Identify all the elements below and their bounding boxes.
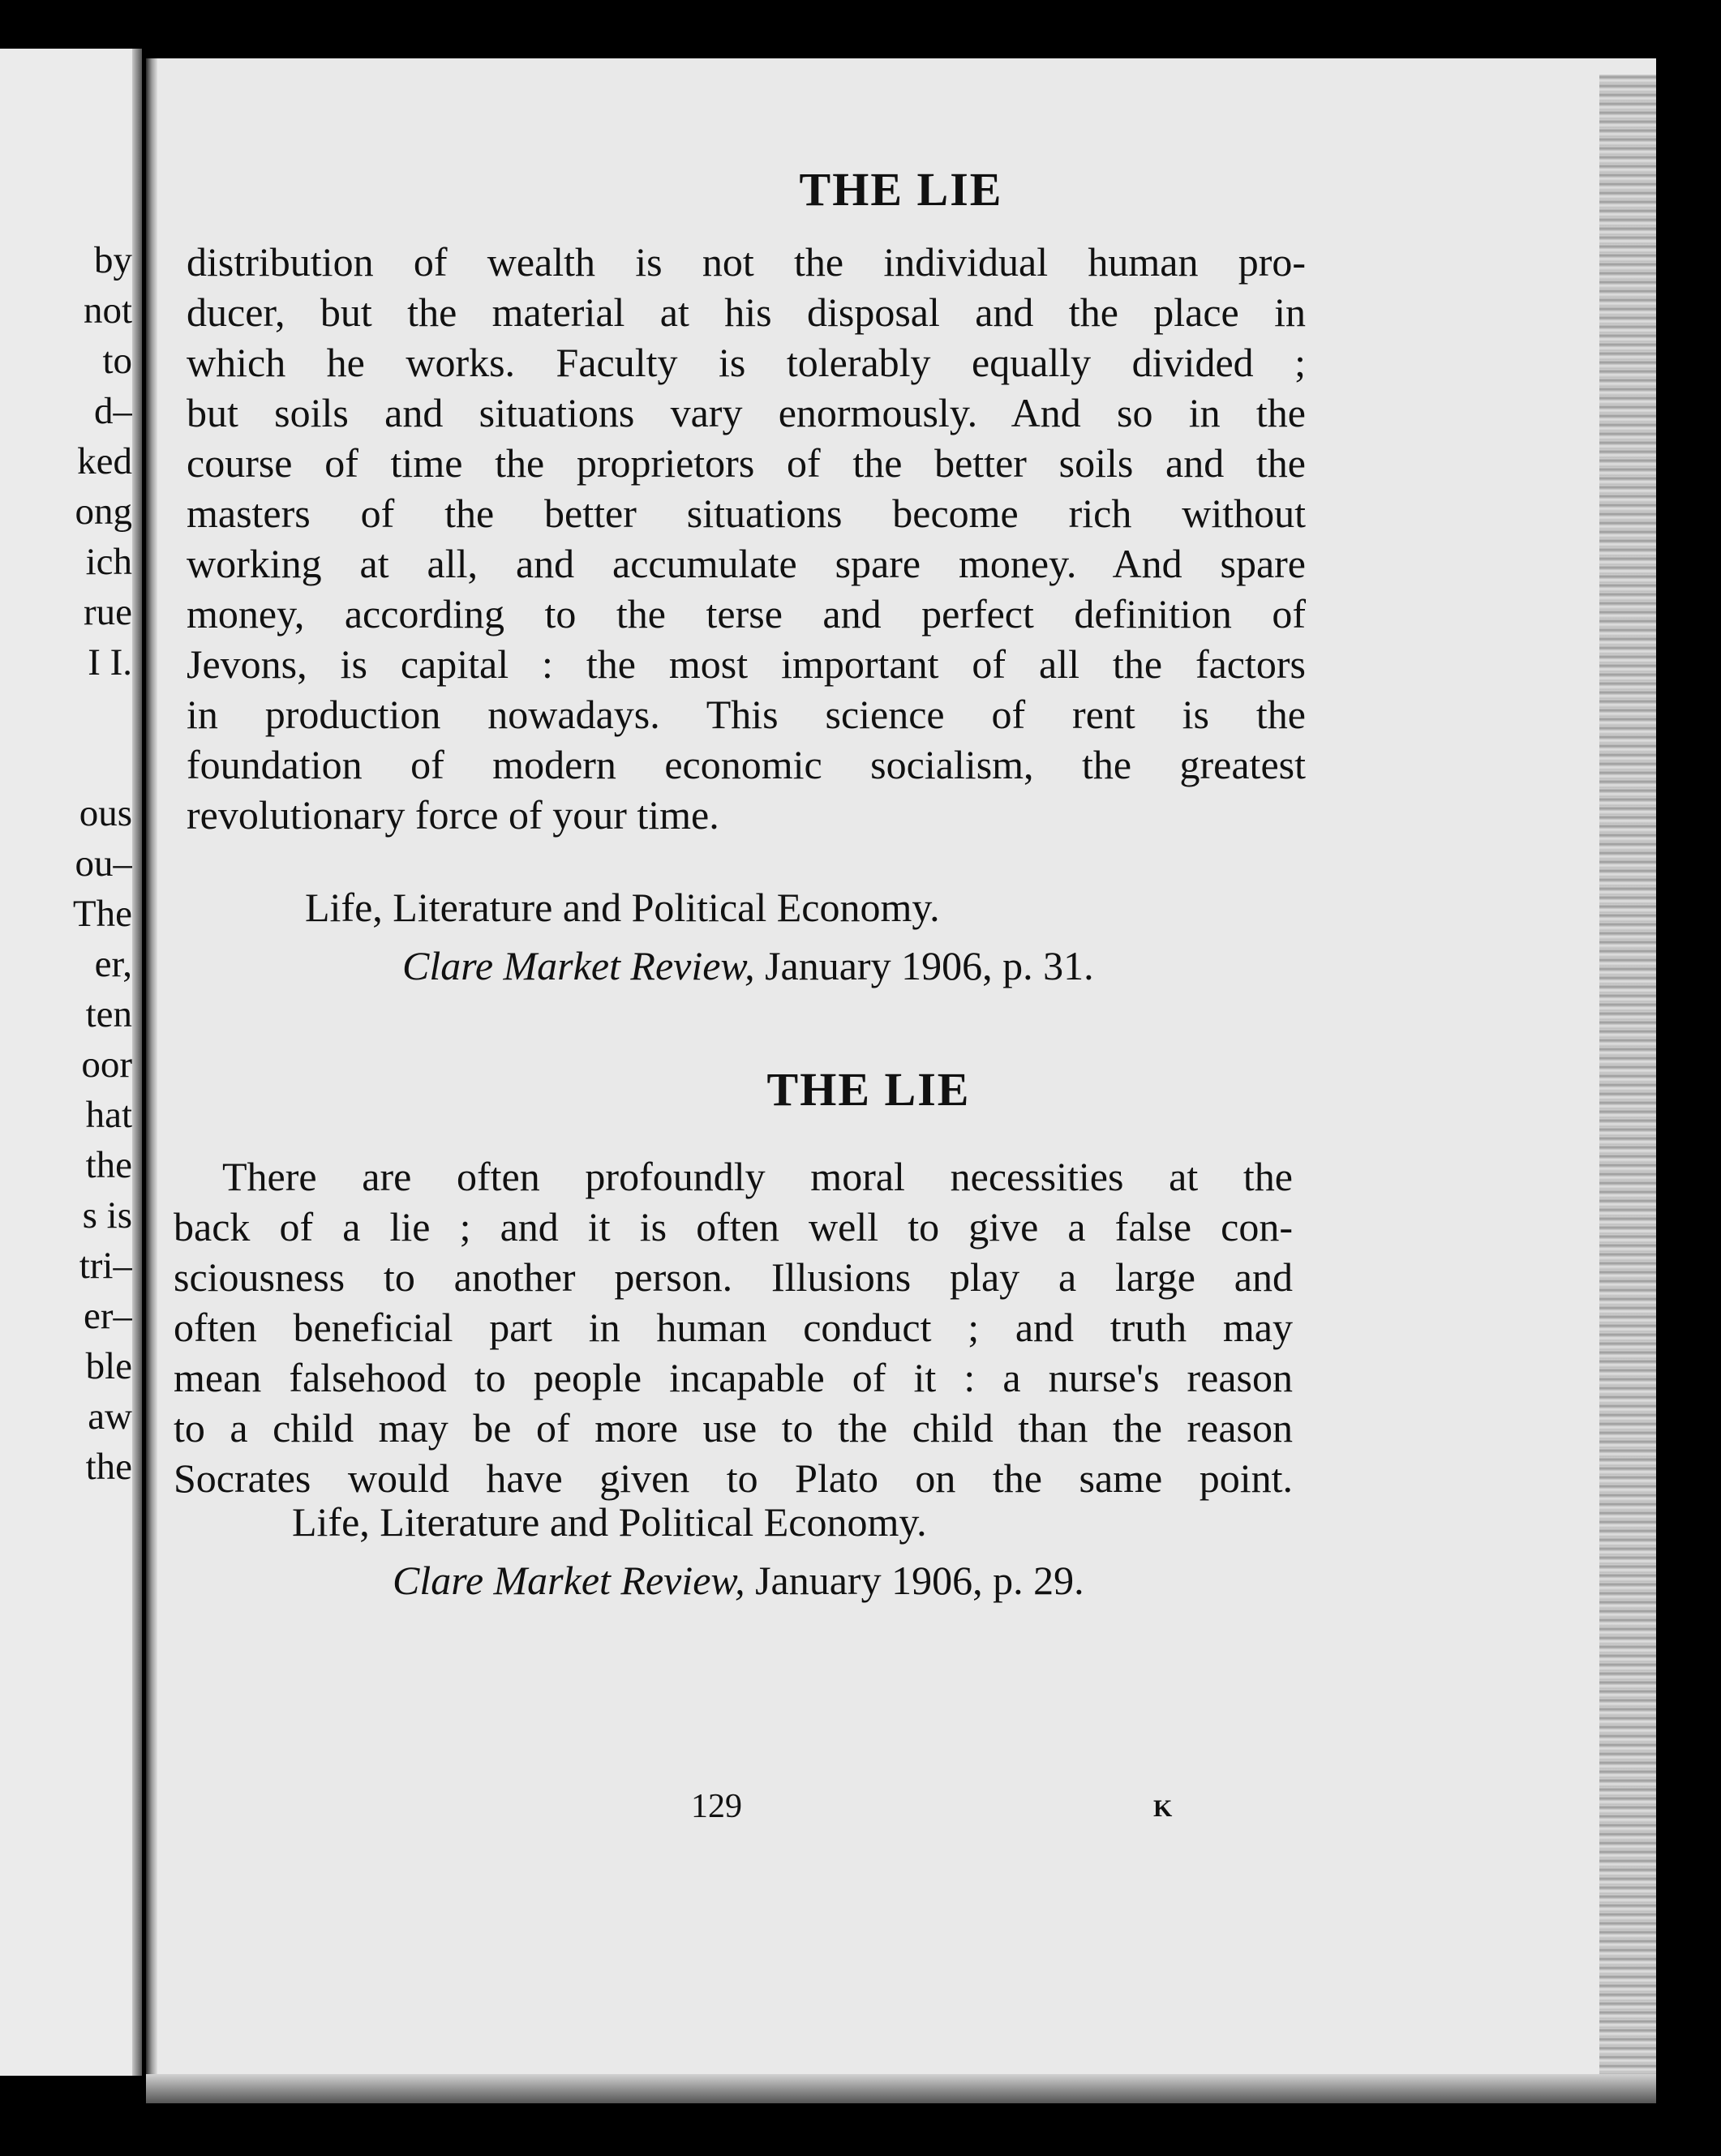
left-line: by: [94, 239, 132, 281]
running-head: THE LIE: [799, 163, 1003, 216]
text-line: Socrates would have given to Plato on the same point.: [174, 1455, 1293, 1501]
source-citation: [402, 942, 1094, 989]
left-line: ble: [85, 1345, 132, 1387]
text-line: mean falsehood to people incapable of it : a nurse's reason: [174, 1355, 1293, 1400]
left-line: er–: [83, 1295, 132, 1337]
signature-mark: K: [1153, 1795, 1173, 1822]
left-line: er,: [94, 943, 132, 985]
left-line: to: [102, 340, 132, 382]
text-line: revolutionary force of your time.: [187, 792, 719, 838]
left-line: not: [83, 289, 132, 332]
text-line: money, according to the terse and perfect definition of: [187, 591, 1306, 637]
text-line: sciousness to another person. Illusions play a large and: [174, 1254, 1293, 1300]
source-citation: [393, 1557, 1084, 1604]
text-line: back of a lie ; and it is often well to give a false con-: [174, 1204, 1293, 1249]
text-line: in production nowadays. This science of rent is the: [187, 692, 1306, 737]
left-line: [2, 688, 132, 738]
source-title: Life, Literature and Political Economy.: [292, 1499, 927, 1545]
journal-title: Clare Market Review,: [393, 1558, 745, 1603]
left-line: rue: [83, 591, 132, 633]
left-line: ous: [79, 792, 132, 834]
left-line: the: [85, 1446, 132, 1488]
paragraph-lie: [174, 1153, 1293, 1505]
left-line: ich: [85, 541, 132, 583]
section-heading: THE LIE: [766, 1063, 971, 1116]
text-line: to a child may be of more use to the child than the reason: [174, 1405, 1293, 1451]
source-title: Life, Literature and Political Economy.: [305, 885, 940, 930]
left-line: tri–: [79, 1245, 132, 1287]
text-line: working at all, and accumulate spare money. And spare: [187, 541, 1306, 586]
left-line: d–: [94, 390, 132, 432]
left-line: [2, 738, 132, 788]
left-line: hat: [85, 1094, 132, 1136]
paragraph-rent: [187, 238, 1306, 842]
text-line: foundation of modern economic socialism, the greatest: [187, 742, 1306, 787]
left-line: the: [85, 1144, 132, 1186]
text-line: masters of the better situations become rich without: [187, 491, 1306, 536]
left-line: oor: [81, 1044, 132, 1086]
left-line: ked: [77, 440, 132, 482]
book-page: [146, 58, 1656, 2103]
text-line: but soils and situations vary enormously. And so in the: [187, 390, 1306, 435]
page-bottom-edge: [146, 2074, 1656, 2103]
left-line: ong: [75, 491, 132, 533]
left-line: The: [72, 893, 132, 935]
text-line: often beneficial part in human conduct ; and truth may: [174, 1305, 1293, 1350]
journal-title: Clare Market Review,: [402, 943, 755, 988]
text-line: which he works. Faculty is tolerably equally divided ;: [187, 340, 1306, 385]
left-line: s is: [82, 1194, 132, 1237]
text-line: There are often profoundly moral necessities at the: [222, 1154, 1293, 1199]
citation-date: January 1906, p. 29.: [745, 1558, 1084, 1603]
left-line: ou–: [75, 842, 132, 885]
left-line: I I.: [88, 641, 132, 684]
text-line: distribution of wealth is not the individual human pro-: [187, 239, 1306, 285]
page-number: 129: [691, 1788, 742, 1825]
left-line: ten: [85, 993, 132, 1035]
text-line: Jevons, is capital : the most important of all the factors: [187, 641, 1306, 687]
left-page-text: [2, 49, 132, 1492]
left-line: aw: [88, 1395, 132, 1438]
citation-date: January 1906, p. 31.: [754, 943, 1094, 988]
text-line: ducer, but the material at his disposal and the place in: [187, 289, 1306, 335]
text-line: course of time the proprietors of the better soils and the: [187, 440, 1306, 486]
